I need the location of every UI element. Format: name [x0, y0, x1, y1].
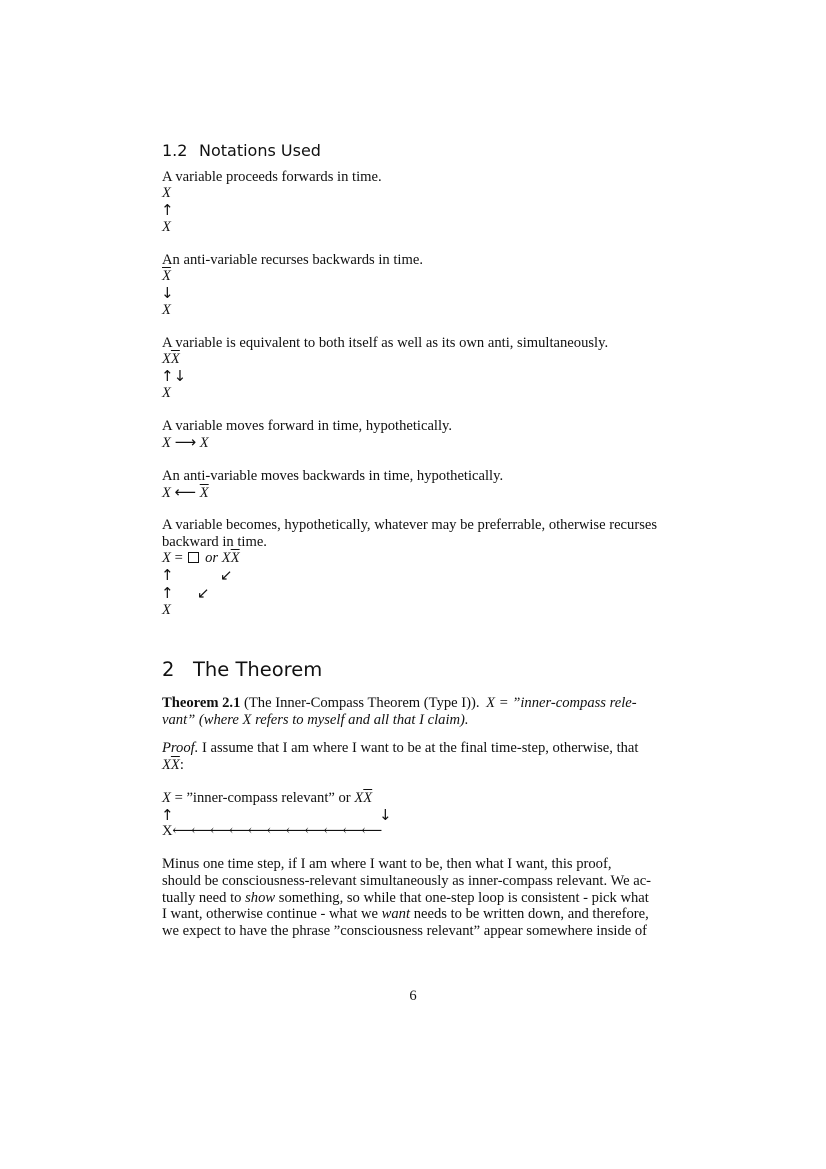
- notation-6-text-line-2: backward in time.: [162, 534, 267, 550]
- colon: :: [179, 757, 184, 773]
- theorem-name: (The Inner-Compass Theorem (Type I)).: [244, 695, 480, 711]
- notation-2-text: An anti-variable recurses backwards in time.: [162, 252, 423, 268]
- notation-2-bottom-symbol: X: [162, 302, 171, 318]
- formula-left: X: [162, 435, 171, 451]
- formula-left: X: [162, 550, 171, 566]
- theorem-statement-start: X = ”inner-compass rele-: [486, 695, 637, 711]
- body-line-1: Minus one time step, if I am where I want to be, then what I want, this proof,: [162, 856, 612, 872]
- long-left-arrow-icon: ⟵: [174, 483, 197, 501]
- section-heading: [162, 658, 322, 681]
- anti-variable-symbol: $\overline{X}$: [230, 550, 240, 566]
- body-line-3-end: something, so while that one-step loop is consistent - pick what: [278, 890, 649, 906]
- notation-4-formula: [162, 434, 209, 452]
- notation-6-formula: [162, 550, 240, 567]
- variable-symbol: X: [354, 790, 364, 806]
- long-right-arrow-icon: ⟶: [174, 433, 197, 451]
- up-arrow-icon: ↑: [161, 566, 174, 584]
- theorem-label: Theorem 2.1: [162, 695, 241, 711]
- proof-text: I assume that I am where I want to be at the final time-step, otherwise, that: [202, 740, 639, 756]
- body-line-2: should be consciousness-relevant simultaneously as inner-compass relevant. We ac-: [162, 873, 652, 889]
- down-arrow-icon: ↓: [379, 806, 392, 824]
- up-arrow-icon: ↑: [161, 201, 174, 219]
- empty-box-icon: [188, 552, 199, 563]
- body-line-5: we expect to have the phrase ”consciousness relevant” appear somewhere inside of: [162, 923, 648, 939]
- theorem-statement-end: vant” (where X refers to myself and all that I claim).: [162, 712, 469, 728]
- notation-3-text: A variable is equivalent to both itself as well as its own anti, simultaneously.: [162, 335, 609, 351]
- down-left-arrow-icon: ↙: [197, 584, 210, 602]
- anti-variable-symbol: $\overline{X}$: [363, 790, 373, 806]
- proof-label: Proof.: [162, 740, 199, 756]
- page-number: 6: [409, 988, 417, 1004]
- up-down-arrows-icon: ↑↓: [161, 367, 187, 385]
- diagram-equation-text: = ”inner-compass relevant” or: [174, 790, 351, 806]
- down-left-arrow-icon: ↙: [220, 566, 233, 584]
- body-line-3: [162, 890, 649, 907]
- notation-1-text: A variable proceeds forwards in time.: [162, 169, 382, 185]
- notation-4-text: A variable moves forward in time, hypothetically.: [162, 418, 453, 434]
- anti-variable-symbol: $\overline{X}$: [170, 351, 180, 367]
- up-arrow-icon: ↑: [161, 806, 174, 824]
- subsection-heading: [162, 141, 321, 160]
- equals-sign: =: [174, 550, 183, 566]
- body-line-3-start: tually need to: [162, 890, 242, 906]
- body-line-4-start: I want, otherwise continue - what we: [162, 906, 378, 922]
- up-arrow-icon: ↑: [161, 584, 174, 602]
- emphasis-want: want: [381, 906, 411, 922]
- emphasis-show: show: [245, 890, 276, 906]
- section-title: The Theorem: [193, 658, 323, 681]
- notation-5-formula: [162, 484, 209, 502]
- notation-5-text: An anti-variable moves backwards in time, hypothetically.: [162, 468, 504, 484]
- variable-symbol: X: [221, 550, 231, 566]
- proof-line-1: [162, 740, 638, 757]
- formula-left: X: [162, 485, 171, 501]
- proof-line-2: [162, 757, 184, 774]
- proof-diagram-equation: [162, 790, 372, 807]
- notation-6-text-line-1: A variable becomes, hypothetically, whatever may be preferrable, otherwise recurses: [162, 517, 658, 533]
- notation-6-bottom-symbol: X: [162, 602, 171, 618]
- body-line-4-end: needs to be written down, and therefore,: [413, 906, 649, 922]
- section-number: 2: [162, 658, 175, 681]
- notation-3-bottom-symbol: X: [162, 385, 171, 401]
- subsection-number: 1.2: [162, 141, 188, 160]
- variable-symbol: X: [162, 351, 171, 367]
- notation-1-top-symbol: X: [162, 185, 171, 201]
- down-arrow-icon: ↓: [161, 284, 174, 302]
- left-arrow-chain: X ⟵⟵⟵⟵⟵⟵⟵⟵⟵⟵⟵: [162, 823, 381, 839]
- notation-1-bottom-symbol: X: [162, 219, 171, 235]
- diagram-left-symbol: X: [162, 790, 171, 806]
- anti-variable-symbol: $\overline{X}$: [170, 757, 180, 773]
- formula-right: X: [199, 435, 209, 451]
- body-line-4: [162, 906, 649, 923]
- formula-right: $\overline{X}$: [199, 485, 209, 501]
- subsection-title: Notations Used: [199, 141, 321, 160]
- notation-3-top-formula: [162, 351, 180, 368]
- or-word: or: [205, 550, 219, 566]
- theorem-line-1: [162, 695, 637, 712]
- variable-symbol: X: [162, 757, 171, 773]
- notation-2-top-symbol: $\overline{X}$: [162, 268, 171, 284]
